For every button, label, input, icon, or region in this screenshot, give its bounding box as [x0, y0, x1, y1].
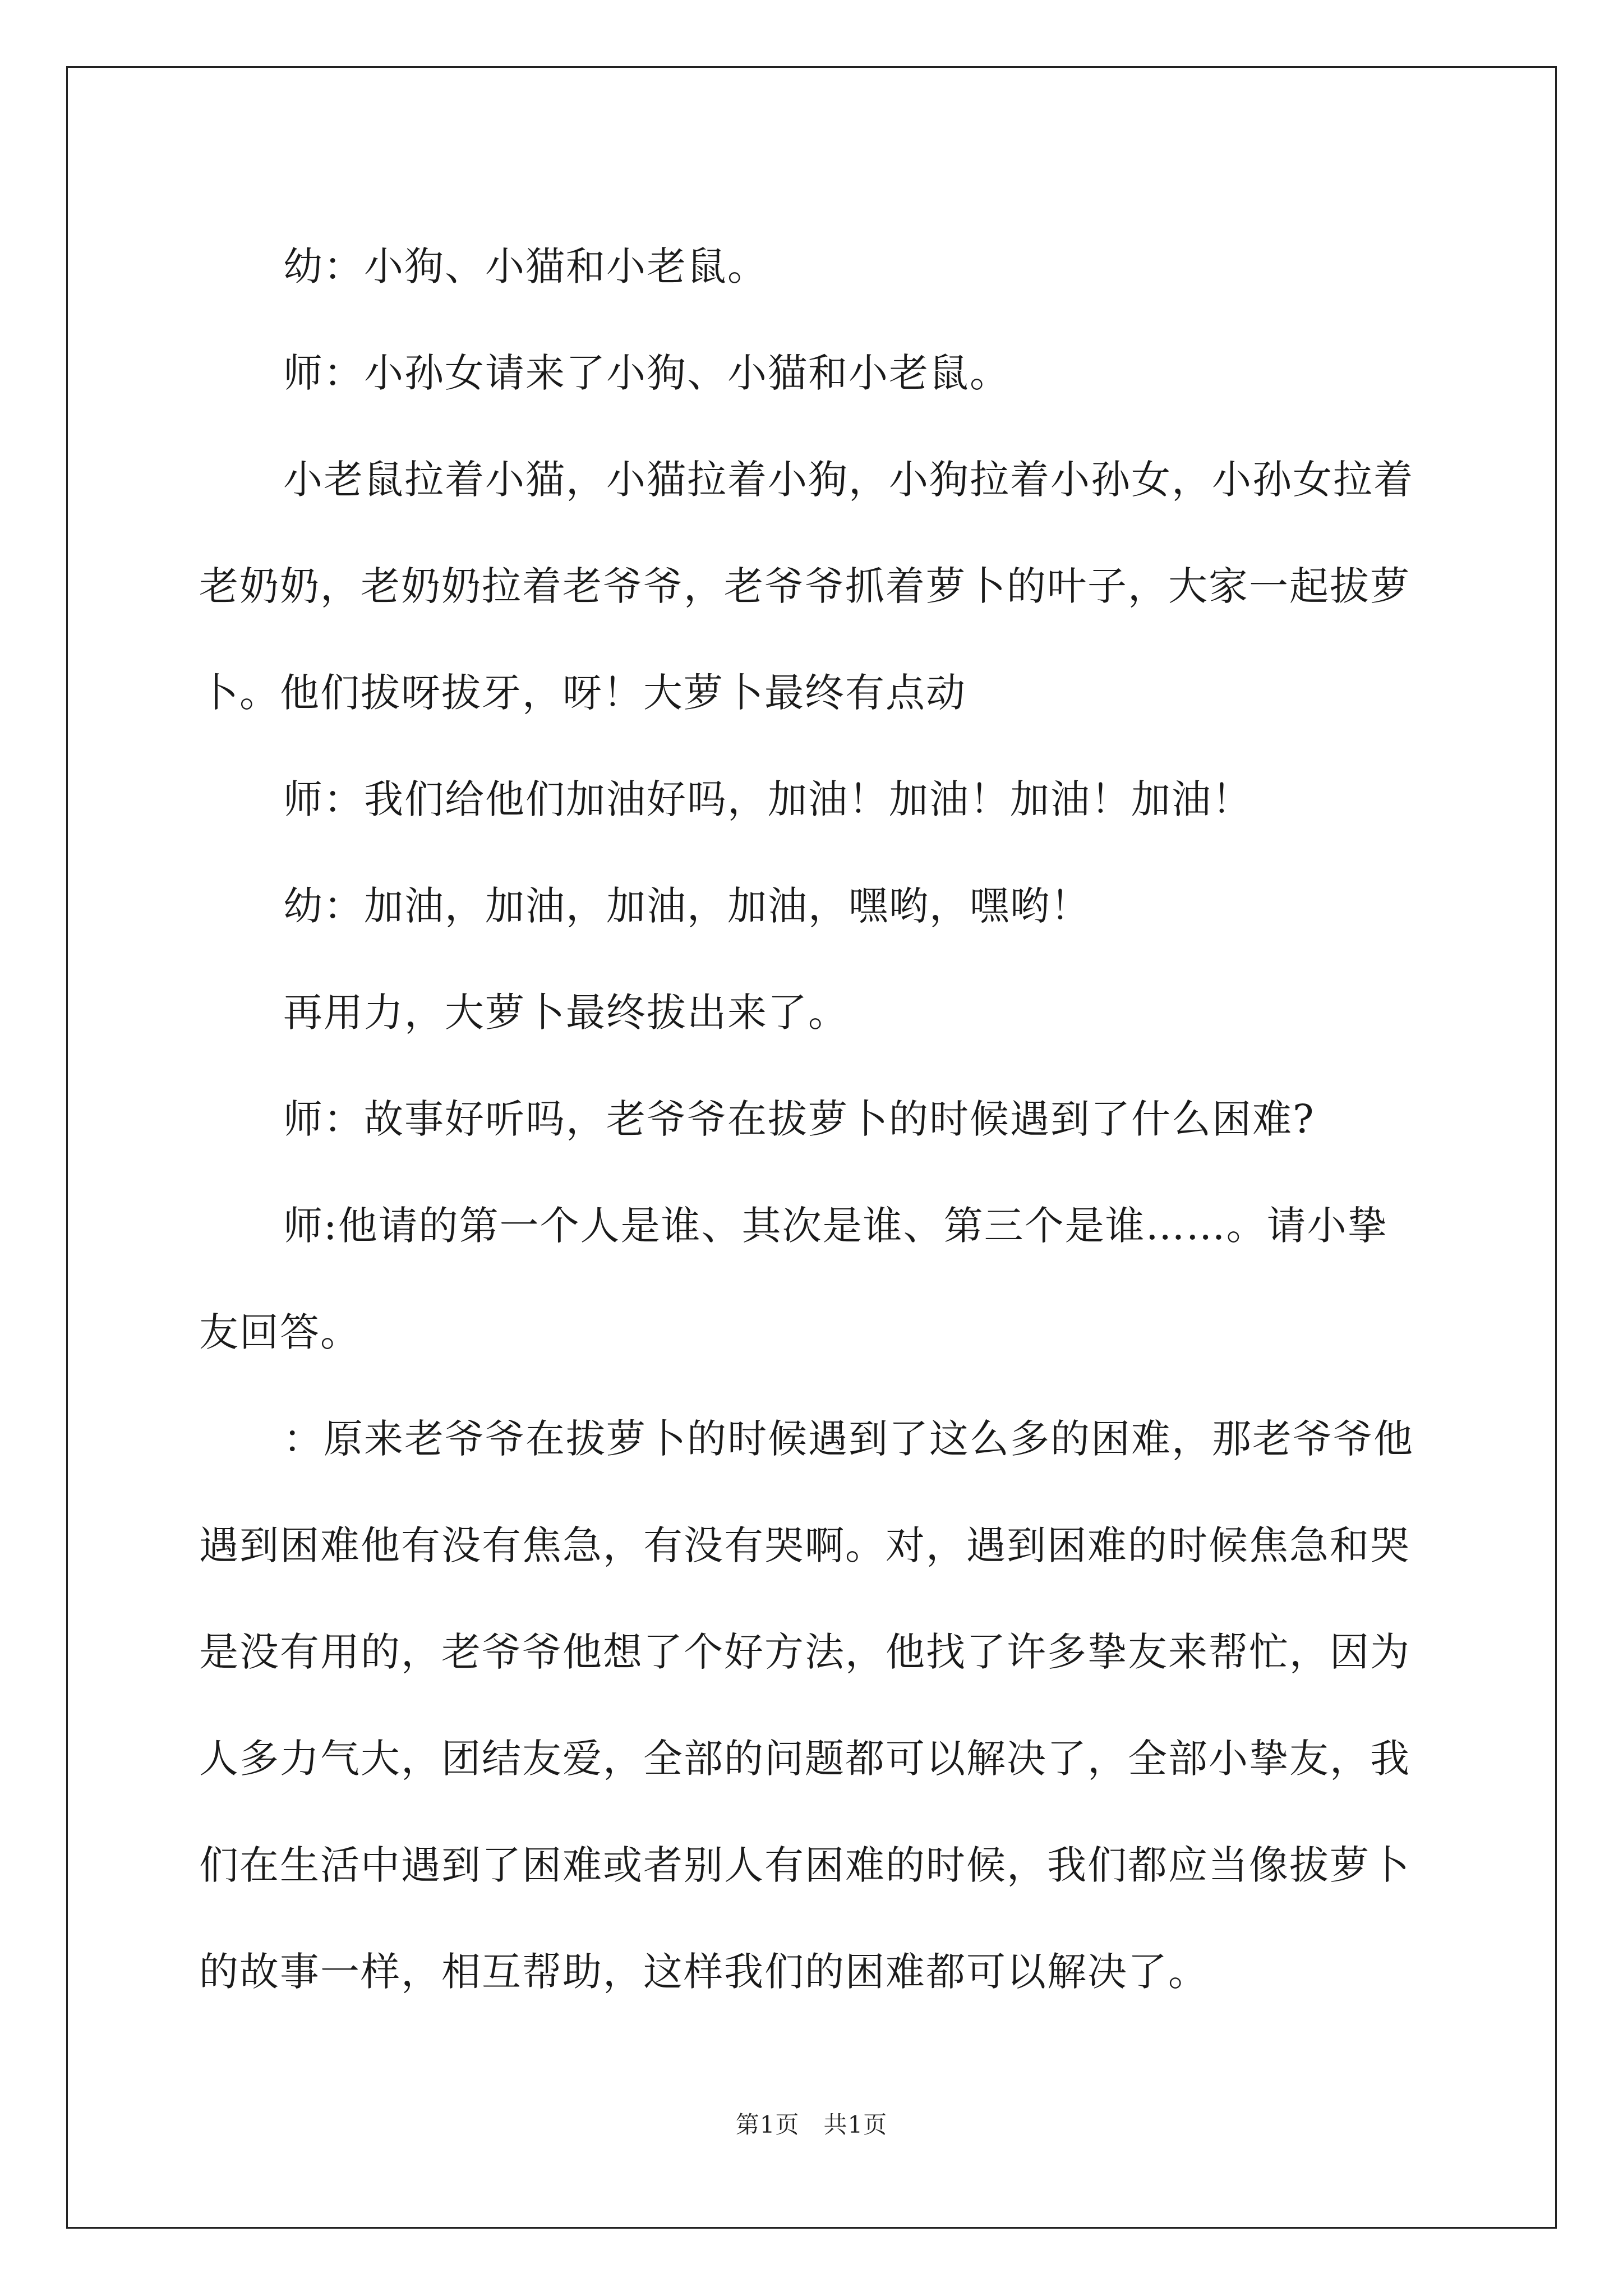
paragraph-2: 师：小孙女请来了小狗、小猫和小老鼠。	[283, 350, 1010, 396]
paragraph-6: 再用力，大萝卜最终拔出来了。	[283, 990, 849, 1036]
document-body	[199, 213, 1427, 2025]
paragraph-3: 小老鼠拉着小猫，小猫拉着小狗，小狗拉着小孙女，小孙女拉着老奶奶，老奶奶拉着老爷爷，老爷爷抓着萝卜的叶子，大家一起拔萝卜。他们拔呀拔牙，呀！大萝卜最终有点动	[199, 457, 1414, 716]
paragraph-7: 师：故事好听吗，老爷爷在拔萝卜的时候遇到了什么困难?	[283, 1096, 1315, 1142]
page-footer: 第1页 共1页	[735, 2111, 888, 2138]
paragraph-8: 师:他请的第一个人是谁、其次是谁、第三个是谁……。请小挚友回答。	[199, 1203, 1388, 1355]
paragraph-4: 师：我们给他们加油好吗，加油！加油！加油！加油！	[283, 776, 1252, 822]
paragraph-5: 幼：加油，加油，加油，加油，嘿哟，嘿哟！	[283, 883, 1091, 929]
paragraph-9: ：原来老爷爷在拔萝卜的时候遇到了这么多的困难，那老爷爷他遇到困难他有没有焦急，有没有哭啊。对，遇到困难的时候焦急和哭是没有用的，老爷爷他想了个好方法，他找了许多挚友来帮忙，因为人多力气大，团结友爱，全部的问题都可以解决了，全部小挚友，我们在生活中遇到了困难或者别人有困难的时候，我们都应当像拔萝卜的故事一样，相互帮助，这样我们的困难都可以解决了。	[199, 1416, 1414, 1995]
paragraph-1: 幼：小狗、小猫和小老鼠。	[283, 243, 768, 289]
